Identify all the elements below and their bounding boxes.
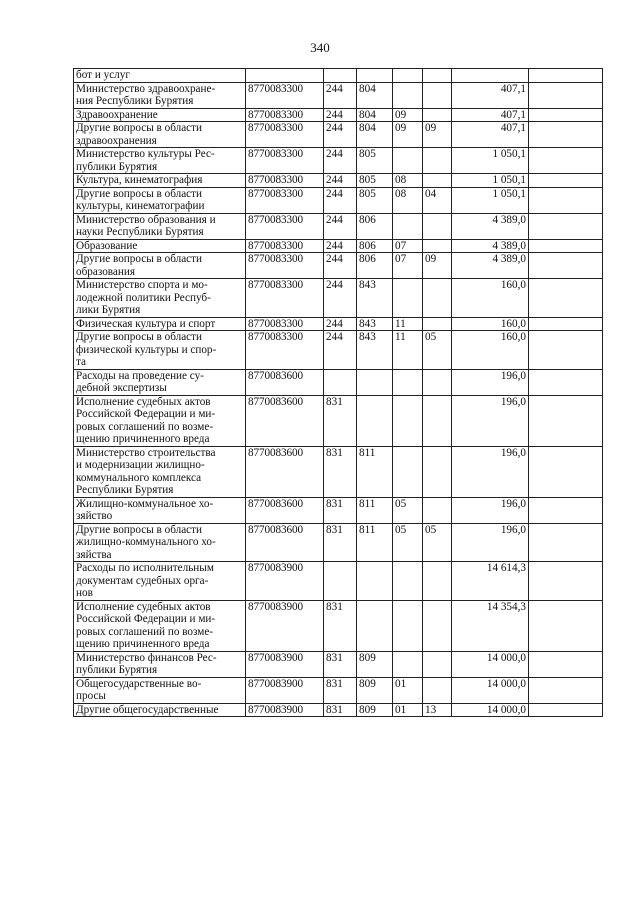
row-name-cell <box>74 369 246 395</box>
row-name-line: щению причиненного вреда <box>76 638 210 650</box>
row-section-cell: 05 <box>393 523 423 562</box>
row-expense-type-cell: 244 <box>324 148 357 174</box>
row-name-line: лики Бурятия <box>76 304 141 316</box>
row-name-cell <box>74 703 246 717</box>
row-blank-cell <box>529 331 603 370</box>
row-ministry-cell: 805 <box>357 148 393 174</box>
row-ministry-cell <box>357 600 393 651</box>
row-section-cell <box>393 82 423 108</box>
row-name-cell <box>74 279 246 318</box>
row-name-line: Общегосударственные во- <box>76 677 202 690</box>
table-row <box>74 600 603 651</box>
row-name-cell <box>74 148 246 174</box>
row-blank-cell <box>529 317 603 331</box>
row-section-cell: 07 <box>393 253 423 279</box>
row-subsection-cell <box>423 148 452 174</box>
row-expense-type-cell: 244 <box>324 331 357 370</box>
row-name-cell <box>74 82 246 108</box>
row-ministry-cell: 843 <box>357 331 393 370</box>
row-name-cell <box>74 562 246 601</box>
row-name-cell <box>74 239 246 253</box>
row-section-cell <box>393 651 423 677</box>
table-row <box>74 677 603 703</box>
row-amount-cell: 196,0 <box>452 395 529 446</box>
row-blank-cell <box>529 703 603 717</box>
row-name-line: Российской Федерации и ми- <box>76 613 216 625</box>
row-name-line: Исполнение судебных актов <box>76 600 211 613</box>
row-name-line: та <box>76 356 86 368</box>
row-code-cell: 8770083900 <box>246 600 324 651</box>
row-amount-cell: 14 000,0 <box>452 703 529 717</box>
row-blank-cell <box>529 148 603 174</box>
row-subsection-cell: 13 <box>423 703 452 717</box>
row-subsection-cell: 05 <box>423 523 452 562</box>
row-ministry-cell: 843 <box>357 317 393 331</box>
row-name-line: Республики Бурятия <box>76 484 174 496</box>
table-row <box>74 253 603 279</box>
row-expense-type-cell: 831 <box>324 395 357 446</box>
row-name-line: бот и услуг <box>76 69 130 81</box>
row-name-cell <box>74 108 246 122</box>
row-blank-cell <box>529 651 603 677</box>
row-expense-type-cell: 244 <box>324 253 357 279</box>
row-ministry-cell: 804 <box>357 122 393 148</box>
table-row <box>74 108 603 122</box>
row-name-line: образования <box>76 265 136 278</box>
row-subsection-cell <box>423 651 452 677</box>
row-name-line: публики Бурятия <box>76 160 158 173</box>
row-name-line: коммунального комплекса <box>76 471 202 484</box>
row-ministry-cell <box>357 69 393 83</box>
row-name-line: Министерство здравоохране- <box>76 82 216 95</box>
row-name-line: дебной экспертизы <box>76 382 167 394</box>
row-name-cell <box>74 331 246 370</box>
row-blank-cell <box>529 369 603 395</box>
row-blank-cell <box>529 82 603 108</box>
row-name-line: документам судебных орга- <box>76 574 209 587</box>
row-ministry-cell: 811 <box>357 497 393 523</box>
row-name-line: зяйство <box>76 510 113 522</box>
row-amount-cell: 4 389,0 <box>452 253 529 279</box>
table-row <box>74 703 603 717</box>
table-row <box>74 239 603 253</box>
row-name-cell <box>74 174 246 188</box>
row-section-cell: 01 <box>393 703 423 717</box>
row-name-line: ровых соглашений по возме- <box>76 625 214 638</box>
table-row <box>74 395 603 446</box>
row-expense-type-cell: 831 <box>324 703 357 717</box>
row-amount-cell: 160,0 <box>452 331 529 370</box>
row-code-cell: 8770083300 <box>246 148 324 174</box>
row-name-line: Министерство спорта и мо- <box>76 279 208 291</box>
row-name-cell <box>74 651 246 677</box>
row-name-line: физической культуры и спор- <box>76 343 217 356</box>
row-name-line: публики Бурятия <box>76 664 158 676</box>
row-code-cell: 8770083300 <box>246 174 324 188</box>
row-name-line: науки Республики Бурятия <box>76 226 204 238</box>
row-section-cell <box>393 395 423 446</box>
row-amount-cell: 1 050,1 <box>452 148 529 174</box>
table-row <box>74 148 603 174</box>
row-code-cell: 8770083300 <box>246 317 324 331</box>
row-code-cell: 8770083900 <box>246 651 324 677</box>
row-name-cell <box>74 122 246 148</box>
row-blank-cell <box>529 253 603 279</box>
row-name-line: Расходы по исполнительным <box>76 562 214 574</box>
row-ministry-cell: 806 <box>357 253 393 279</box>
row-name-line: лодежной политики Респуб- <box>76 291 211 304</box>
row-section-cell <box>393 69 423 83</box>
row-name-cell <box>74 497 246 523</box>
row-blank-cell <box>529 562 603 601</box>
row-subsection-cell <box>423 317 452 331</box>
row-expense-type-cell: 831 <box>324 497 357 523</box>
row-ministry-cell: 809 <box>357 677 393 703</box>
row-section-cell: 09 <box>393 108 423 122</box>
row-name-line: Другие общегосударственные <box>76 703 219 716</box>
row-code-cell: 8770083300 <box>246 279 324 318</box>
row-name-line: Российской Федерации и ми- <box>76 408 216 420</box>
table-row <box>74 562 603 601</box>
row-expense-type-cell: 244 <box>324 108 357 122</box>
row-code-cell: 8770083900 <box>246 703 324 717</box>
row-subsection-cell <box>423 369 452 395</box>
row-expense-type-cell: 244 <box>324 174 357 188</box>
table-row <box>74 523 603 562</box>
row-section-cell <box>393 213 423 239</box>
row-name-line: Министерство культуры Рес- <box>76 148 215 160</box>
row-ministry-cell: 805 <box>357 174 393 188</box>
row-name-line: Культура, кинематография <box>76 174 203 186</box>
row-ministry-cell: 843 <box>357 279 393 318</box>
row-ministry-cell: 806 <box>357 213 393 239</box>
row-expense-type-cell: 244 <box>324 82 357 108</box>
table-row <box>74 122 603 148</box>
row-subsection-cell <box>423 213 452 239</box>
row-name-cell <box>74 187 246 213</box>
row-name-line: ния Республики Бурятия <box>76 95 194 107</box>
row-code-cell: 8770083300 <box>246 253 324 279</box>
row-name-cell <box>74 253 246 279</box>
row-amount-cell <box>452 69 529 83</box>
row-expense-type-cell <box>324 562 357 601</box>
row-subsection-cell <box>423 446 452 497</box>
row-name-line: ровых соглашений по возме- <box>76 420 214 433</box>
table-row <box>74 317 603 331</box>
row-amount-cell: 196,0 <box>452 446 529 497</box>
row-name-line: Министерство образования и <box>76 213 216 226</box>
row-subsection-cell <box>423 600 452 651</box>
row-code-cell: 8770083600 <box>246 446 324 497</box>
row-code-cell: 8770083300 <box>246 187 324 213</box>
row-amount-cell: 14 614,3 <box>452 562 529 601</box>
table-row <box>74 69 603 83</box>
row-section-cell: 11 <box>393 331 423 370</box>
row-expense-type-cell: 244 <box>324 317 357 331</box>
row-amount-cell: 1 050,1 <box>452 187 529 213</box>
row-name-line: Другие вопросы в области <box>76 187 203 200</box>
row-name-line: Образование <box>76 239 138 252</box>
row-blank-cell <box>529 69 603 83</box>
row-code-cell: 8770083600 <box>246 395 324 446</box>
row-subsection-cell: 09 <box>423 253 452 279</box>
table-row <box>74 213 603 239</box>
row-section-cell: 09 <box>393 122 423 148</box>
row-name-line: нов <box>76 587 93 599</box>
row-code-cell <box>246 69 324 83</box>
row-blank-cell <box>529 108 603 122</box>
row-name-line: здравоохранения <box>76 134 157 147</box>
row-code-cell: 8770083300 <box>246 122 324 148</box>
row-subsection-cell: 05 <box>423 331 452 370</box>
row-name-cell <box>74 69 246 83</box>
row-ministry-cell: 804 <box>357 82 393 108</box>
row-amount-cell: 196,0 <box>452 497 529 523</box>
row-subsection-cell <box>423 497 452 523</box>
row-name-cell <box>74 317 246 331</box>
page-number: 340 <box>310 40 330 55</box>
row-section-cell <box>393 148 423 174</box>
row-name-line: Министерство строительства <box>76 446 216 459</box>
row-amount-cell: 4 389,0 <box>452 239 529 253</box>
table-row <box>74 651 603 677</box>
row-expense-type-cell: 831 <box>324 523 357 562</box>
row-blank-cell <box>529 187 603 213</box>
row-amount-cell: 407,1 <box>452 82 529 108</box>
row-subsection-cell <box>423 562 452 601</box>
row-section-cell: 07 <box>393 239 423 253</box>
row-amount-cell: 407,1 <box>452 122 529 148</box>
row-blank-cell <box>529 279 603 318</box>
row-ministry-cell: 811 <box>357 446 393 497</box>
row-name-line: Другие вопросы в области <box>76 523 203 536</box>
table-row <box>74 187 603 213</box>
row-name-cell <box>74 523 246 562</box>
row-name-cell <box>74 395 246 446</box>
row-expense-type-cell <box>324 369 357 395</box>
row-expense-type-cell: 831 <box>324 677 357 703</box>
row-amount-cell: 196,0 <box>452 523 529 562</box>
row-section-cell: 08 <box>393 187 423 213</box>
row-code-cell: 8770083600 <box>246 369 324 395</box>
row-amount-cell: 14 354,3 <box>452 600 529 651</box>
table-row <box>74 369 603 395</box>
row-name-line: Министерство финансов Рес- <box>76 651 217 664</box>
row-subsection-cell <box>423 279 452 318</box>
table-row <box>74 331 603 370</box>
table-row <box>74 446 603 497</box>
row-ministry-cell: 809 <box>357 703 393 717</box>
row-subsection-cell <box>423 395 452 446</box>
row-ministry-cell: 809 <box>357 651 393 677</box>
row-name-line: Здравоохранение <box>76 108 158 121</box>
row-ministry-cell: 806 <box>357 239 393 253</box>
row-subsection-cell <box>423 69 452 83</box>
row-blank-cell <box>529 122 603 148</box>
row-code-cell: 8770083300 <box>246 331 324 370</box>
row-code-cell: 8770083300 <box>246 82 324 108</box>
row-section-cell <box>393 600 423 651</box>
row-amount-cell: 14 000,0 <box>452 651 529 677</box>
row-section-cell: 08 <box>393 174 423 188</box>
table-row <box>74 174 603 188</box>
row-subsection-cell: 09 <box>423 122 452 148</box>
row-section-cell <box>393 562 423 601</box>
row-name-line: Другие вопросы в области <box>76 331 203 343</box>
row-blank-cell <box>529 600 603 651</box>
row-name-line: жилищно-коммунального хо- <box>76 536 216 548</box>
row-subsection-cell <box>423 108 452 122</box>
row-ministry-cell <box>357 395 393 446</box>
row-expense-type-cell: 244 <box>324 122 357 148</box>
row-amount-cell: 160,0 <box>452 317 529 331</box>
row-section-cell <box>393 279 423 318</box>
table-row <box>74 82 603 108</box>
row-expense-type-cell: 831 <box>324 446 357 497</box>
row-code-cell: 8770083900 <box>246 562 324 601</box>
row-ministry-cell: 811 <box>357 523 393 562</box>
row-blank-cell <box>529 213 603 239</box>
row-code-cell: 8770083600 <box>246 523 324 562</box>
row-amount-cell: 407,1 <box>452 108 529 122</box>
row-blank-cell <box>529 174 603 188</box>
row-blank-cell <box>529 446 603 497</box>
row-code-cell: 8770083600 <box>246 497 324 523</box>
row-subsection-cell <box>423 239 452 253</box>
row-section-cell <box>393 446 423 497</box>
row-ministry-cell: 804 <box>357 108 393 122</box>
row-amount-cell: 160,0 <box>452 279 529 318</box>
row-subsection-cell <box>423 82 452 108</box>
row-name-line: Жилищно-коммунальное хо- <box>76 497 214 510</box>
row-expense-type-cell <box>324 69 357 83</box>
row-subsection-cell <box>423 174 452 188</box>
row-expense-type-cell: 244 <box>324 279 357 318</box>
row-name-line: и модернизации жилищно- <box>76 459 205 471</box>
row-expense-type-cell: 244 <box>324 213 357 239</box>
row-name-line: зяйства <box>76 548 112 561</box>
row-name-line: просы <box>76 690 106 702</box>
row-expense-type-cell: 244 <box>324 239 357 253</box>
row-section-cell: 05 <box>393 497 423 523</box>
row-name-line: культуры, кинематографии <box>76 200 205 212</box>
row-name-cell <box>74 446 246 497</box>
row-expense-type-cell: 831 <box>324 600 357 651</box>
row-blank-cell <box>529 523 603 562</box>
row-ministry-cell: 805 <box>357 187 393 213</box>
row-name-cell <box>74 213 246 239</box>
row-code-cell: 8770083300 <box>246 239 324 253</box>
table-row <box>74 497 603 523</box>
budget-table <box>73 68 603 717</box>
row-name-cell <box>74 677 246 703</box>
row-amount-cell: 196,0 <box>452 369 529 395</box>
row-subsection-cell: 04 <box>423 187 452 213</box>
row-code-cell: 8770083900 <box>246 677 324 703</box>
row-name-cell <box>74 600 246 651</box>
row-subsection-cell <box>423 677 452 703</box>
row-name-line: Другие вопросы в области <box>76 122 203 134</box>
row-expense-type-cell: 831 <box>324 651 357 677</box>
row-blank-cell <box>529 239 603 253</box>
row-ministry-cell <box>357 562 393 601</box>
row-section-cell: 11 <box>393 317 423 331</box>
row-ministry-cell <box>357 369 393 395</box>
row-blank-cell <box>529 497 603 523</box>
row-name-line: Расходы на проведение су- <box>76 369 204 382</box>
row-blank-cell <box>529 677 603 703</box>
row-section-cell: 01 <box>393 677 423 703</box>
table-row <box>74 279 603 318</box>
row-name-line: Другие вопросы в области <box>76 253 203 265</box>
row-section-cell <box>393 369 423 395</box>
row-expense-type-cell: 244 <box>324 187 357 213</box>
row-code-cell: 8770083300 <box>246 213 324 239</box>
row-amount-cell: 1 050,1 <box>452 174 529 188</box>
row-name-line: Исполнение судебных актов <box>76 395 211 408</box>
row-amount-cell: 14 000,0 <box>452 677 529 703</box>
row-name-line: Физическая культура и спорт <box>76 317 216 330</box>
row-amount-cell: 4 389,0 <box>452 213 529 239</box>
row-code-cell: 8770083300 <box>246 108 324 122</box>
row-blank-cell <box>529 395 603 446</box>
row-name-line: щению причиненного вреда <box>76 433 210 445</box>
